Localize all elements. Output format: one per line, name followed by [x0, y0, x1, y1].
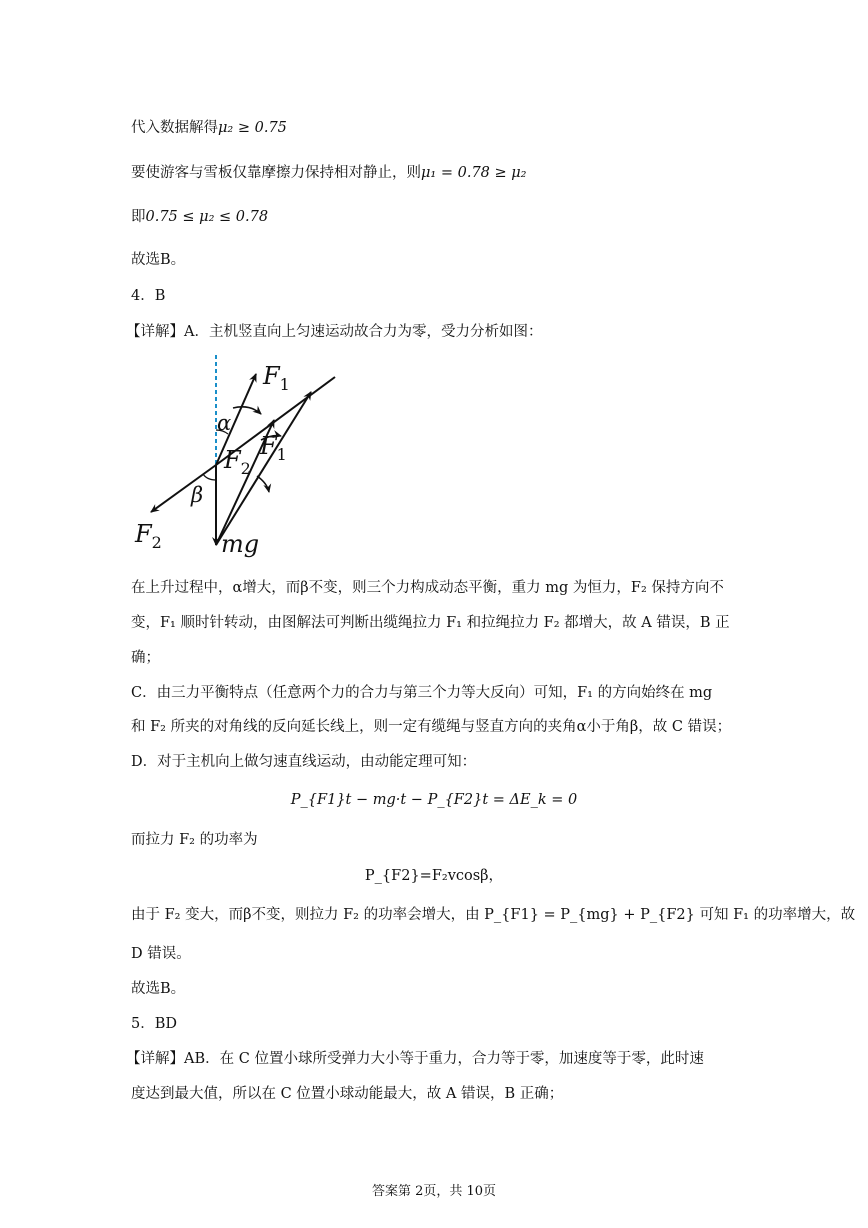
para-c-a: C．由三力平衡特点（任意两个力的合力与第三个力等大反向）可知，F₁ 的方向始终在 mg [131, 685, 713, 701]
label-mg: mg [221, 530, 260, 558]
label-f2-left: $F_2$ [135, 520, 162, 552]
para-d-d: D 错误。 [131, 946, 191, 962]
rotation-arc-mid [257, 476, 269, 492]
equation-2: P_{F2}=F₂vcosβ， [364, 868, 504, 884]
solution-line-3: 即0.75 ≤ μ₂ ≤ 0.78 [131, 209, 269, 225]
equation-1: P_{F1}t − mg·t − P_{F2}t = ΔE_k = 0 [290, 792, 578, 808]
formula-mu2-ge: μ₂ ≥ 0.75 [218, 120, 287, 136]
label-f1-top: $F_1$ [263, 362, 290, 394]
rotation-arc-top [233, 407, 261, 414]
para-d-c: 由于 F₂ 变大，而β不变，则拉力 F₂ 的功率会增大，由 P_{F1} = P_{mg} + P_{F2} 可知 F₁ 的功率增大，故 [131, 907, 856, 923]
para-1b: 变，F₁ 顺时针转动，由图解法可判断出缆绳拉力 F₁ 和拉绳拉力 F₂ 都增大，故 A 错误，B 正 [131, 615, 730, 631]
para-d-b: 而拉力 F₂ 的功率为 [131, 832, 258, 848]
label-f2-mid: $F_2$ [224, 446, 251, 478]
force-diagram [125, 350, 365, 565]
question-5-detail-a: 【详解】AB．在 C 位置小球所受弹力大小等于重力，合力等于零，加速度等于零，此时速 [126, 1051, 704, 1067]
para-1c: 确； [131, 650, 160, 666]
para-1a: 在上升过程中，α增大，而β不变，则三个力构成动态平衡，重力 mg 为恒力，F₂ 保持方向不 [131, 580, 724, 596]
label-beta: β [191, 483, 204, 507]
page-footer: 答案第 2页，共 10页 [371, 1184, 497, 1199]
question-4-number: 4．B [131, 288, 166, 304]
f2-arrow [151, 465, 216, 512]
question-5-detail-b: 度达到最大值，所以在 C 位置小球动能最大，故 A 错误，B 正确； [131, 1086, 564, 1102]
question-4-detail: 【详解】A．主机竖直向上匀速运动故合力为零，受力分析如图： [126, 324, 543, 340]
beta-arc [203, 474, 216, 480]
formula-range: 0.75 ≤ μ₂ ≤ 0.78 [145, 209, 269, 225]
para-c-b: 和 F₂ 所夹的对角线的反向延长线上，则一定有缆绳与竖直方向的夹角α小于角β，故 C 错误； [131, 719, 732, 735]
answer-select-1: 故选B。 [131, 252, 186, 268]
answer-select-2: 故选B。 [131, 981, 186, 997]
question-5-number: 5．BD [131, 1016, 178, 1032]
label-f1-mid: $F_1$ [260, 432, 287, 464]
para-d-a: D．对于主机向上做匀速直线运动，由动能定理可知： [131, 754, 477, 770]
solution-line-1: 代入数据解得μ₂ ≥ 0.75 [131, 120, 287, 136]
label-alpha: α [217, 411, 232, 435]
formula-mu1: μ₁ = 0.78 ≥ μ₂ [421, 165, 527, 181]
solution-line-2: 要使游客与雪板仅靠摩擦力保持相对静止，则μ₁ = 0.78 ≥ μ₂ [131, 165, 527, 181]
